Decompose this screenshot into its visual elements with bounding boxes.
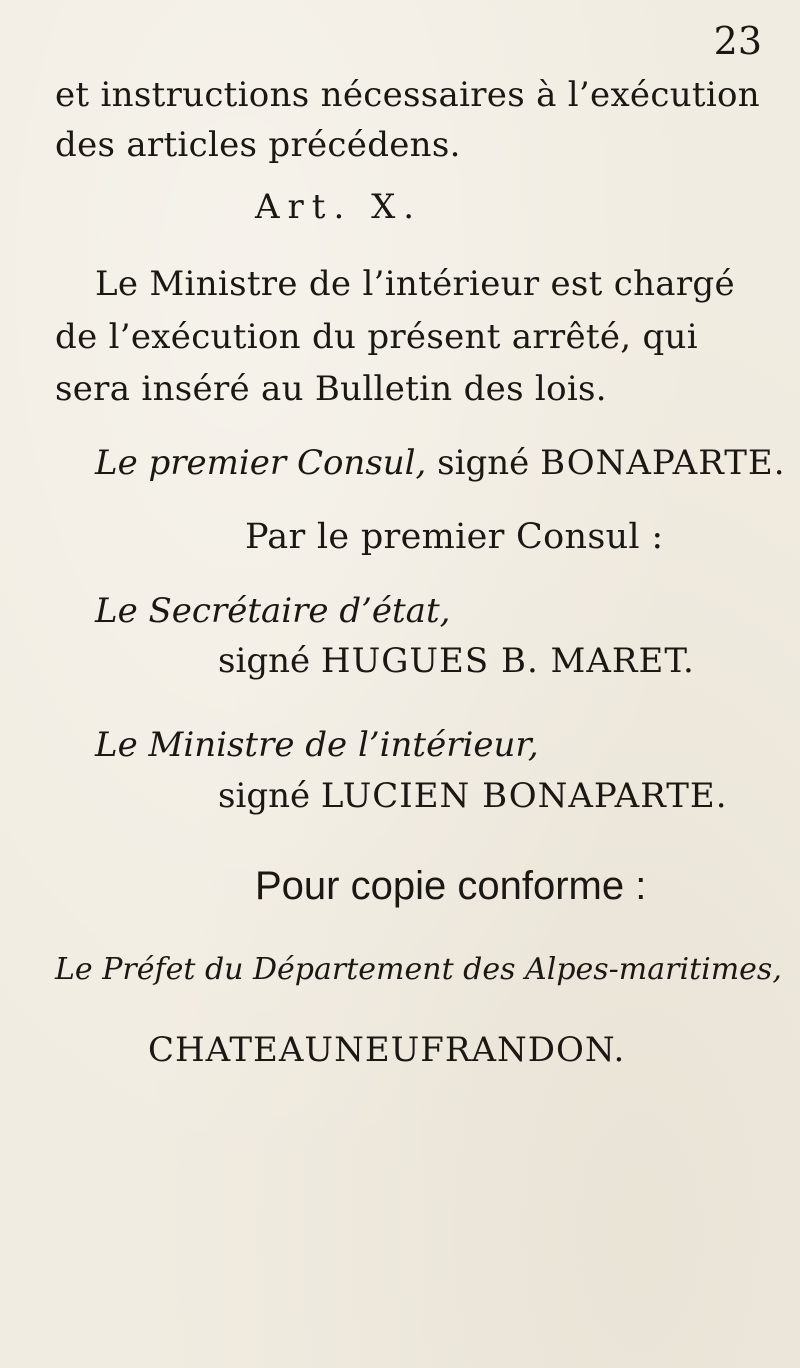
premier-consul-signed: signé (437, 443, 530, 483)
article-heading: Art. X. (255, 187, 423, 227)
continuation-line-1: et instructions nécessaires à l’exécution (55, 75, 760, 115)
article-text-line-3: sera inséré au Bulletin des lois. (55, 369, 607, 409)
prefet-title: Le Préfet du Département des Alpes-maritimes, (55, 952, 782, 987)
article-text-line-2: de l’exécution du présent arrêté, qui (55, 317, 698, 357)
par-le-premier-consul: Par le premier Consul : (245, 517, 664, 557)
ministre-signed: signé (218, 776, 311, 816)
premier-consul-signature (95, 443, 786, 483)
article-text-line-1: Le Ministre de l’intérieur est chargé (95, 264, 735, 304)
secretaire-signed: signé (218, 641, 311, 681)
prefet-name: CHATEAUNEUFRANDON. (148, 1030, 626, 1070)
secretaire-name: HUGUES B. MARET. (320, 641, 695, 681)
continuation-line-2: des articles précédens. (55, 125, 461, 165)
pour-copie-conforme: Pour copie conforme : (255, 864, 647, 908)
ministre-name: LUCIEN BONAPARTE. (320, 776, 728, 816)
secretaire-title: Le Secrétaire d’état, (95, 591, 451, 631)
ministre-signature (218, 776, 728, 816)
secretaire-signature (218, 641, 695, 681)
premier-consul-title: Le premier Consul, (95, 443, 427, 483)
premier-consul-name: BONAPARTE. (540, 443, 786, 483)
ministre-title: Le Ministre de l’intérieur, (95, 725, 539, 765)
page-number: 23 (713, 19, 762, 63)
